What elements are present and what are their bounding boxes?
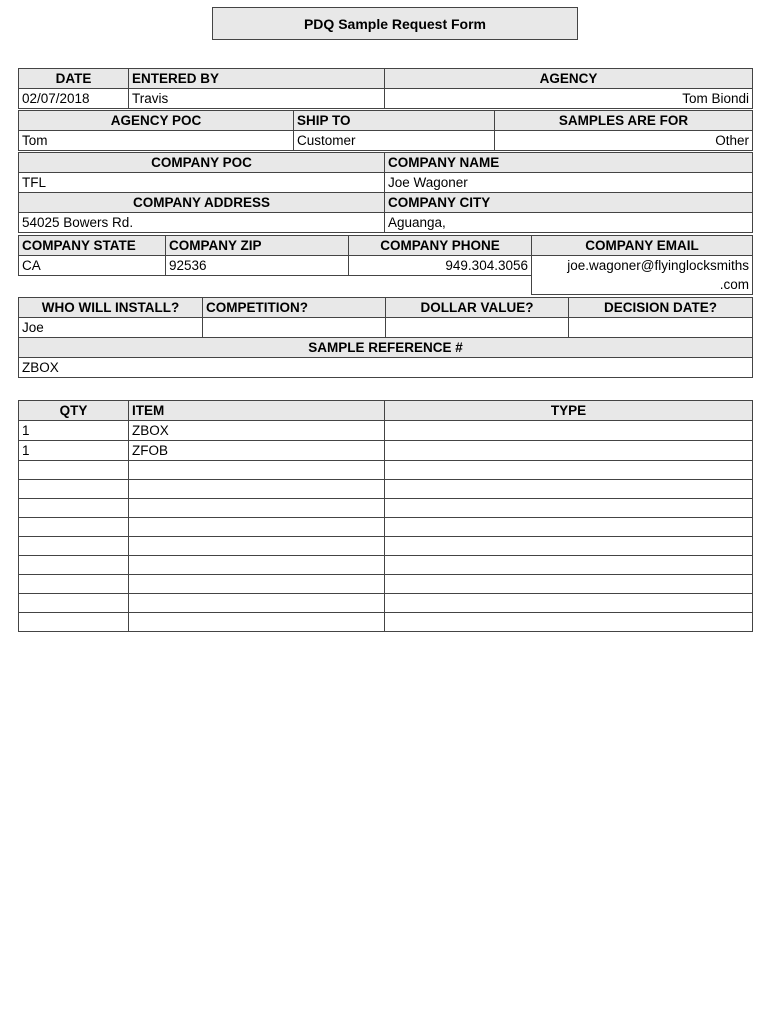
company-phone-label: COMPANY PHONE [349,236,532,256]
company-email-label: COMPANY EMAIL [532,236,753,256]
table-row [19,556,753,575]
entered-by-label: ENTERED BY [129,69,385,89]
item-item-cell[interactable] [129,537,385,556]
table-row [19,461,753,480]
company-email-field[interactable] [532,256,753,295]
shipping-table [18,110,753,151]
item-item-cell[interactable] [129,461,385,480]
item-header: ITEM [129,401,385,421]
item-type-cell[interactable] [385,480,753,499]
item-item-cell[interactable]: ZBOX [129,421,385,441]
decision-date-label: DECISION DATE? [569,298,753,318]
company-phone-field[interactable]: 949.304.3056 [349,256,532,276]
company-name-field[interactable]: Joe Wagoner [385,173,753,193]
item-type-cell[interactable] [385,556,753,575]
item-qty-cell[interactable] [19,575,129,594]
agency-poc-label: AGENCY POC [19,111,294,131]
sample-reference-field[interactable]: ZBOX [19,358,753,378]
item-item-cell[interactable] [129,480,385,499]
decision-date-field[interactable] [569,318,753,338]
item-item-cell[interactable] [129,594,385,613]
company-email-line2: .com [719,277,749,292]
company-zip-label: COMPANY ZIP [166,236,349,256]
table-row [19,499,753,518]
item-type-cell[interactable] [385,613,753,632]
item-qty-cell[interactable] [19,537,129,556]
item-type-cell[interactable] [385,461,753,480]
samples-are-for-field[interactable]: Other [495,131,753,151]
item-qty-cell[interactable] [19,461,129,480]
item-qty-cell[interactable]: 1 [19,421,129,441]
company-state-field[interactable]: CA [19,256,166,276]
item-type-cell[interactable] [385,518,753,537]
item-qty-cell[interactable]: 1 [19,441,129,461]
item-item-cell[interactable] [129,518,385,537]
sample-reference-label: SAMPLE REFERENCE # [19,338,753,358]
entered-by-field[interactable]: Travis [129,89,385,109]
table-row [19,613,753,632]
table-row [19,518,753,537]
table-row [19,575,753,594]
item-item-cell[interactable] [129,613,385,632]
company-address-label: COMPANY ADDRESS [19,193,385,213]
company-state-label: COMPANY STATE [19,236,166,256]
company-city-label: COMPANY CITY [385,193,753,213]
agency-field[interactable]: Tom Biondi [385,89,753,109]
item-item-cell[interactable] [129,556,385,575]
table-row [19,441,753,461]
company-zip-field[interactable]: 92536 [166,256,349,276]
ship-to-field[interactable]: Customer [294,131,495,151]
item-qty-cell[interactable] [19,480,129,499]
item-qty-cell[interactable] [19,613,129,632]
item-qty-cell[interactable] [19,499,129,518]
item-type-cell[interactable] [385,499,753,518]
dollar-value-field[interactable] [386,318,569,338]
item-qty-cell[interactable] [19,594,129,613]
agency-label: AGENCY [385,69,753,89]
company-poc-field[interactable]: TFL [19,173,385,193]
item-type-cell[interactable] [385,537,753,556]
who-will-install-label: WHO WILL INSTALL? [19,298,203,318]
form-title: PDQ Sample Request Form [212,7,578,40]
samples-are-for-label: SAMPLES ARE FOR [495,111,753,131]
type-header: TYPE [385,401,753,421]
header-info-table [18,68,753,109]
company-email-line1: joe.wagoner@flyinglocksmiths [567,258,749,273]
item-type-cell[interactable] [385,421,753,441]
item-type-cell[interactable] [385,441,753,461]
item-qty-cell[interactable] [19,518,129,537]
table-row [19,421,753,441]
date-label: DATE [19,69,129,89]
table-row [19,594,753,613]
company-contact-table [18,235,753,295]
company-poc-label: COMPANY POC [19,153,385,173]
competition-label: COMPETITION? [203,298,386,318]
items-table [18,400,753,632]
item-item-cell[interactable] [129,575,385,594]
agency-poc-field[interactable]: Tom [19,131,294,151]
table-row [19,537,753,556]
item-qty-cell[interactable] [19,556,129,575]
item-item-cell[interactable] [129,499,385,518]
company-city-field[interactable]: Aguanga, [385,213,753,233]
competition-field[interactable] [203,318,386,338]
company-table [18,152,753,233]
company-address-field[interactable]: 54025 Bowers Rd. [19,213,385,233]
ship-to-label: SHIP TO [294,111,495,131]
item-item-cell[interactable]: ZFOB [129,441,385,461]
item-type-cell[interactable] [385,575,753,594]
who-will-install-field[interactable]: Joe [19,318,203,338]
sales-info-table [18,297,753,378]
dollar-value-label: DOLLAR VALUE? [386,298,569,318]
item-type-cell[interactable] [385,594,753,613]
qty-header: QTY [19,401,129,421]
table-row [19,480,753,499]
date-field[interactable]: 02/07/2018 [19,89,129,109]
company-name-label: COMPANY NAME [385,153,753,173]
